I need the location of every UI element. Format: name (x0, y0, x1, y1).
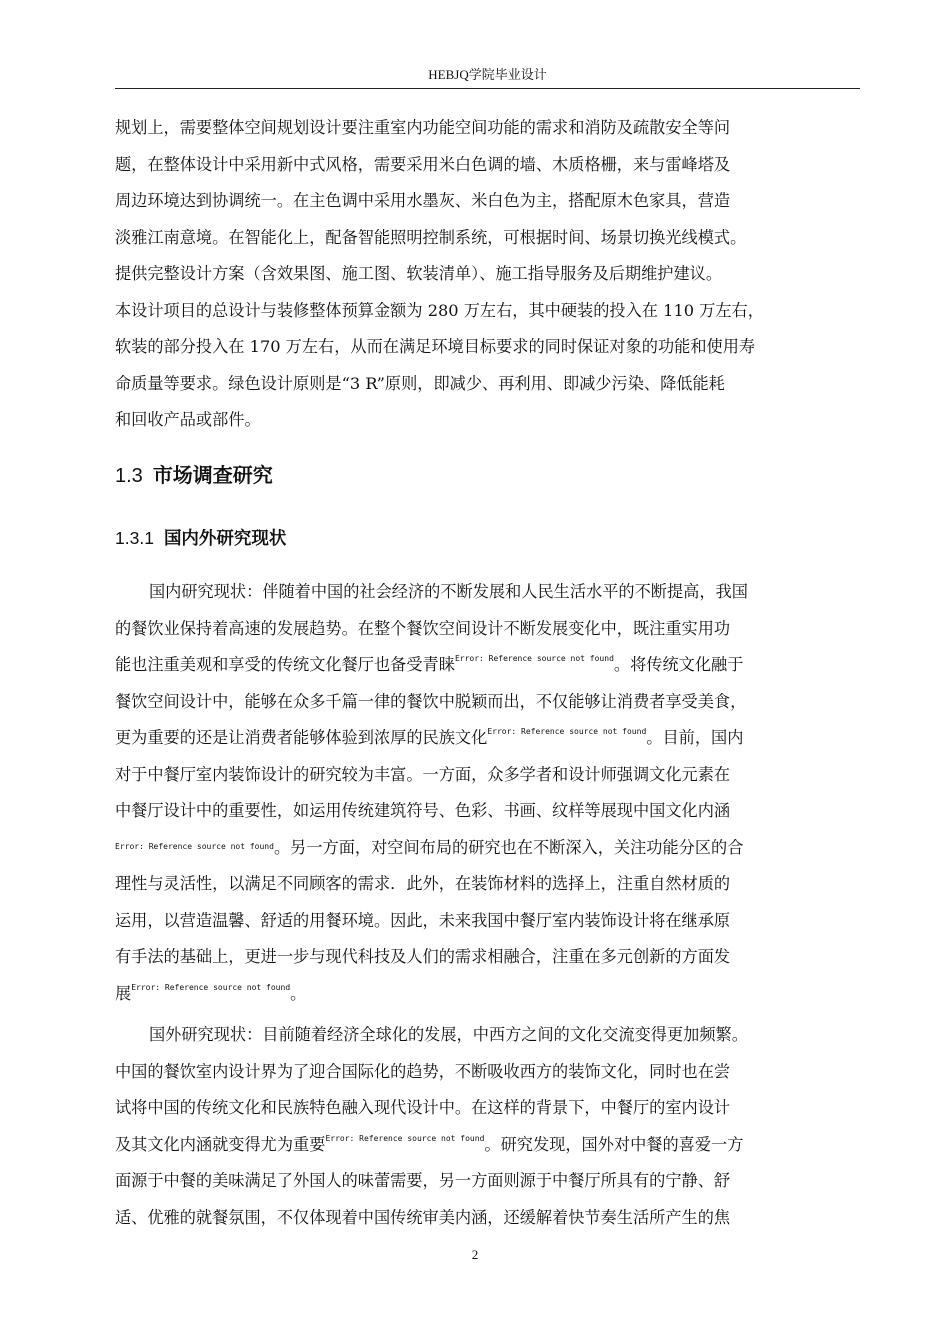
text-line: 淡雅江南意境。在智能化上，配备智能照明控制系统，可根据时间、场景切换光线模式。 (115, 227, 747, 247)
text-line: 面源于中餐的美味满足了外国人的味蕾需要，另一方面则源于中餐厅所具有的宁静、舒 (115, 1171, 731, 1190)
text-segment: 更为重要的还是让消费者能够体验到浓厚的民族文化 (115, 728, 488, 747)
text-line: 命质量等要求。绿色设计原则是“3 R”原则，即减少、再利用、即减少污染、降低能耗 (115, 373, 725, 393)
section-title: 市场调查研究 (152, 463, 273, 487)
text-line: 国外研究现状：目前随着经济全球化的发展，中西方之间的文化交流变得更加频繁。 (149, 1025, 748, 1044)
text-line: 本设计项目的总设计与装修整体预算金额为 280 万左右，其中硬装的投入在 110 万左右， (115, 300, 764, 320)
text-line: 理性与灵活性，以满足不同顾客的需求．此外，在装饰材料的选择上，注重自然材质的 (115, 874, 731, 893)
text-line: 的餐饮业保持着高速的发展趋势。在整个餐饮空间设计不断发展变化中，既注重实用功 (115, 618, 731, 638)
text-line: 适、优雅的就餐氛围，不仅体现着中国传统审美内涵，还缓解着快节奏生活所产生的焦 (115, 1207, 731, 1227)
text-segment: 及其文化内涵就变得尤为重要 (115, 1134, 326, 1154)
domestic-research-paragraph (115, 574, 875, 1012)
text-line: 规划上，需要整体空间规划设计要注重室内功能空间功能的需求和消防及疏散安全等问 (115, 118, 731, 137)
text-line (115, 1127, 875, 1164)
text-line: 试将中国的传统文化和民族特色融入现代设计中。在这样的背景下，中餐厅的室内设计 (115, 1098, 731, 1117)
text-segment: 。 (290, 983, 307, 1003)
text-line: 提供完整设计方案（含效果图、施工图、软装清单）、施工指导服务及后期维护建议。 (115, 264, 723, 283)
text-line: 软装的部分投入在 170 万左右，从而在满足环境目标要求的同时保证对象的功能和使用寿 (115, 337, 756, 356)
foreign-research-paragraph (115, 1017, 875, 1236)
text-line: 餐饮空间设计中，能够在众多千篇一律的餐饮中脱颖而出，不仅能够让消费者享受美食， (115, 691, 747, 711)
text-line (115, 830, 875, 867)
text-segment: 展 (115, 983, 132, 1003)
page-number: 2 (471, 1247, 479, 1262)
text-line: 运用，以营造温馨、舒适的用餐环境。因此，未来我国中餐厅室内装饰设计将在继承原 (115, 910, 731, 930)
reference-error: Error: Reference source not found (325, 1133, 485, 1143)
text-line (115, 976, 875, 1013)
text-line: 中餐厅设计中的重要性，如运用传统建筑符号、色彩、书画、纹样等展现中国文化内涵 (115, 801, 731, 820)
reference-error: Error: Reference source not found (131, 982, 291, 992)
text-segment: 。研究发现，国外对中餐的喜爱一方 (484, 1134, 744, 1154)
reference-error: Error: Reference source not found (487, 727, 647, 736)
subsection-title: 国内外研究现状 (163, 529, 287, 549)
text-line: 周边环境达到协调统一。在主色调中采用水墨灰、米白色为主，搭配原木色家具，营造 (115, 191, 731, 210)
text-segment: 。另一方面，对空间布局的研究也在不断深入，关注功能分区的合 (273, 837, 744, 857)
page-header (115, 66, 860, 89)
text-line: 题，在整体设计中采用新中式风格，需要采用米白色调的墙、木质格栅，来与雷峰塔及 (115, 154, 731, 174)
section-heading (115, 458, 273, 493)
text-segment: 。将传统文化融于 (613, 655, 744, 674)
text-line: 中国的餐饮室内设计界为了迎合国际化的趋势，不断吸收西方的装饰文化，同时也在尝 (115, 1061, 731, 1081)
section-number: 1.3 (115, 465, 143, 487)
reference-error: Error: Reference source not found (115, 841, 274, 851)
subsection-heading (115, 522, 286, 555)
text-line: 国内研究现状：伴随着中国的社会经济的不断发展和人民生活水平的不断提高，我国 (149, 582, 748, 601)
text-segment: 。目前，国内 (646, 728, 744, 747)
text-line: 对于中餐厅室内装饰设计的研究较为丰富。一方面，众多学者和设计师强调文化元素在 (115, 764, 731, 784)
text-line: 有手法的基础上，更进一步与现代科技及人们的需求相融合，注重在多元创新的方面发 (115, 947, 731, 966)
text-line: 和回收产品或部件。 (115, 410, 261, 429)
intro-paragraph (115, 110, 875, 439)
text-line (115, 720, 875, 757)
text-segment: 能也注重美观和享受的传统文化餐厅也备受青睐 (115, 655, 455, 674)
text-line (115, 647, 875, 684)
header-title: HEBJQ学院毕业设计 (428, 67, 547, 82)
subsection-number: 1.3.1 (115, 528, 154, 548)
reference-error: Error: Reference source not found (454, 654, 614, 663)
